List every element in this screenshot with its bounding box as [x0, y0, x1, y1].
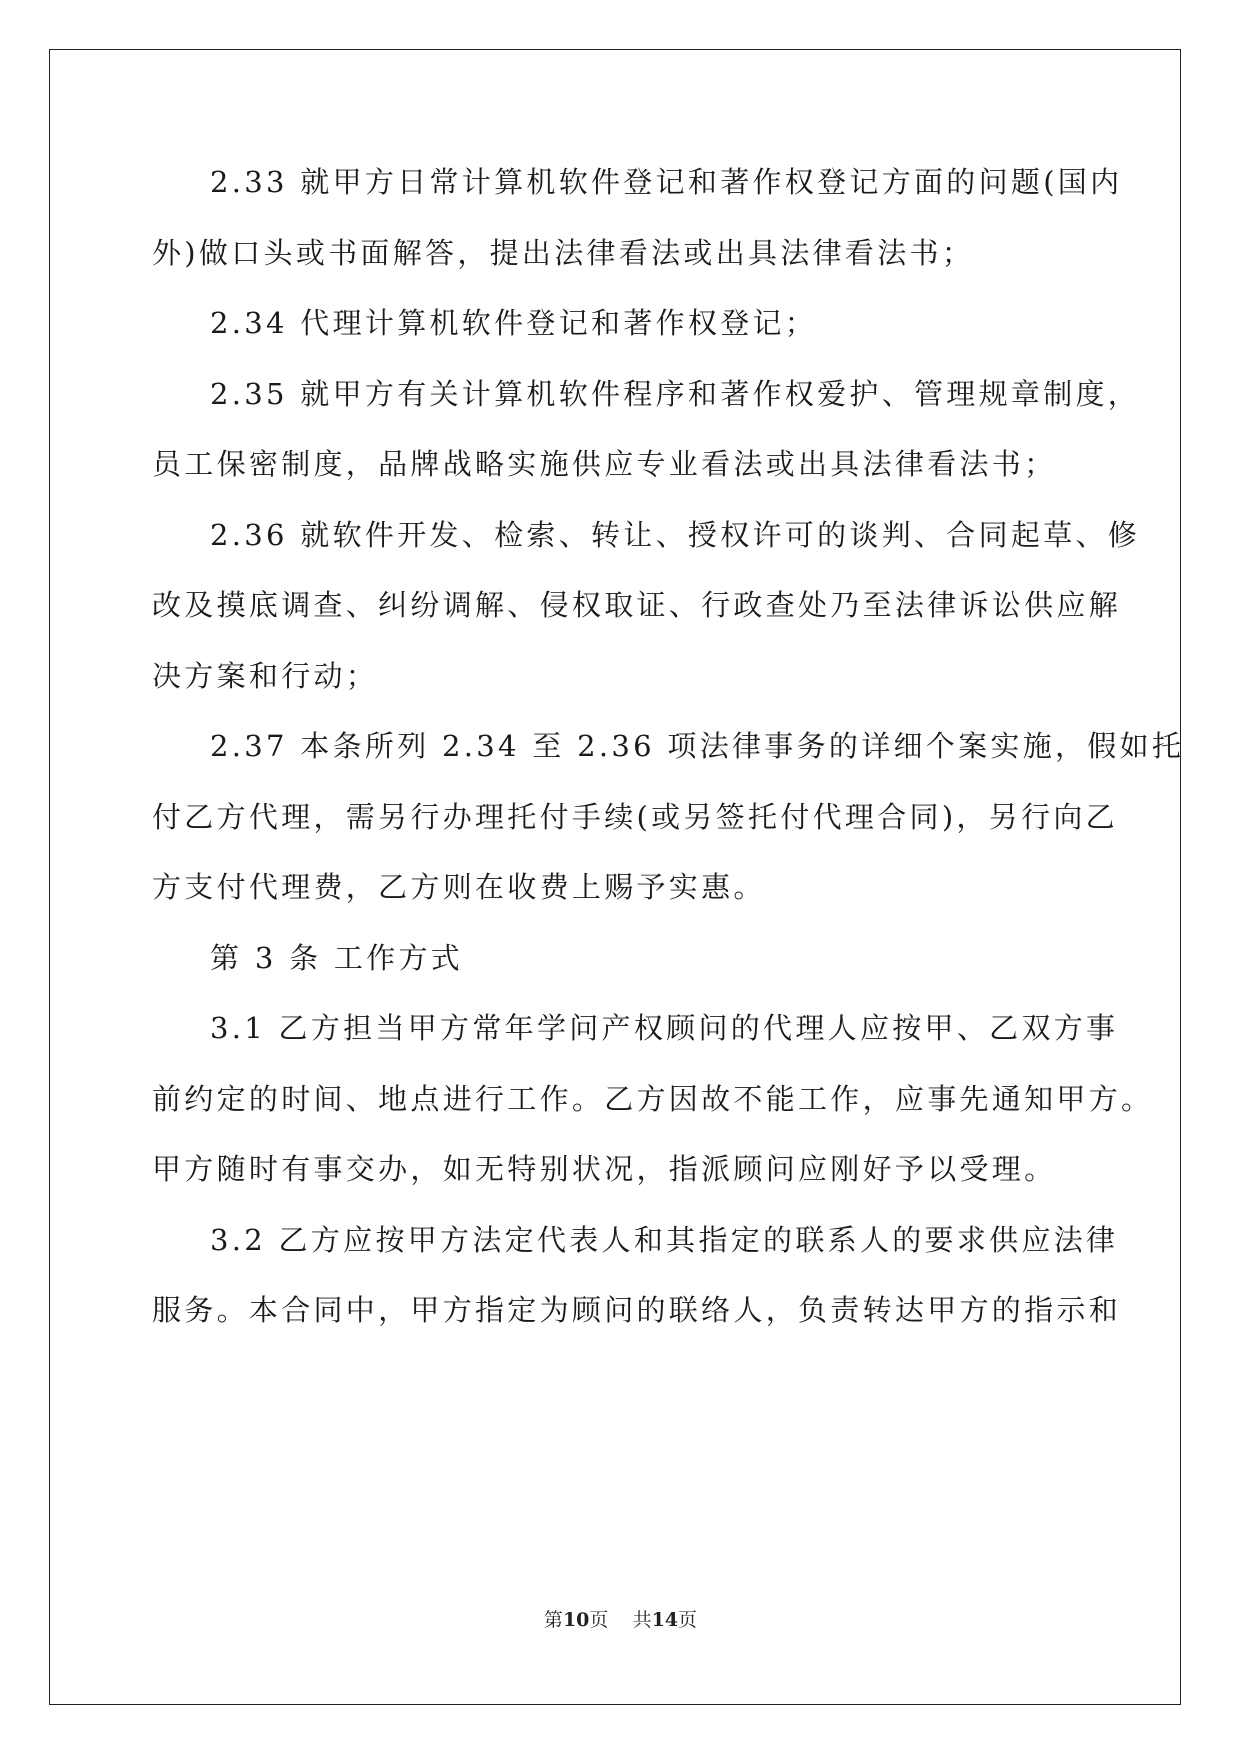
paragraph-2-34-line-1: 2.34 代理计算机软件登记和著作权登记； [210, 306, 818, 340]
paragraph-3-1-line-3: 甲方随时有事交办，如无特别状况，指派顾问应刚好予以受理。 [152, 1152, 1057, 1186]
current-page-number: 10 [562, 1609, 590, 1631]
footer-prefix: 第 [543, 1609, 563, 1631]
paragraph-2-35-line-1: 2.35 就甲方有关计算机软件程序和著作权爱护、管理规章制度， [210, 377, 1141, 411]
paragraph-3-2-line-1: 3.2 乙方应按甲方法定代表人和其指定的联系人的要求供应法律 [210, 1223, 1119, 1257]
footer-total-label: 页 [678, 1609, 698, 1631]
paragraph-3-2-line-2: 服务。本合同中，甲方指定为顾问的联络人，负责转达甲方的指示和 [152, 1293, 1122, 1327]
paragraph-2-33-line-2: 外)做口头或书面解答，提出法律看法或出具法律看法书； [152, 236, 975, 270]
paragraph-2-36-line-3: 决方案和行动； [152, 659, 379, 693]
paragraph-2-33-line-1: 2.33 就甲方日常计算机软件登记和著作权登记方面的问题(国内 [210, 165, 1123, 199]
total-page-number: 14 [651, 1609, 679, 1631]
paragraph-2-35-line-2: 员工保密制度，品牌战略实施供应专业看法或出具法律看法书； [152, 447, 1057, 481]
paragraph-2-37-line-1: 2.37 本条所列 2.34 至 2.36 项法律事务的详细个案实施，假如托 [210, 729, 1185, 763]
page-footer [0, 1608, 1241, 1632]
section-heading-article-3: 第 3 条 工作方式 [210, 941, 464, 975]
paragraph-2-36-line-1: 2.36 就软件开发、检索、转让、授权许可的谈判、合同起草、修 [210, 518, 1141, 552]
paragraph-2-37-line-2: 付乙方代理，需另行办理托付手续(或另签托付代理合同)，另行向乙 [152, 800, 1118, 834]
paragraph-2-36-line-2: 改及摸底调查、纠纷调解、侵权取证、行政查处乃至法律诉讼供应解 [152, 588, 1122, 622]
paragraph-2-37-line-3: 方支付代理费，乙方则在收费上赐予实惠。 [152, 870, 766, 904]
paragraph-3-1-line-2: 前约定的时间、地点进行工作。乙方因故不能工作，应事先通知甲方。 [152, 1082, 1154, 1116]
footer-total-prefix: 共 [632, 1609, 652, 1631]
paragraph-3-1-line-1: 3.1 乙方担当甲方常年学问产权顾问的代理人应按甲、乙双方事 [210, 1011, 1119, 1045]
footer-page-label: 页 [589, 1609, 609, 1631]
